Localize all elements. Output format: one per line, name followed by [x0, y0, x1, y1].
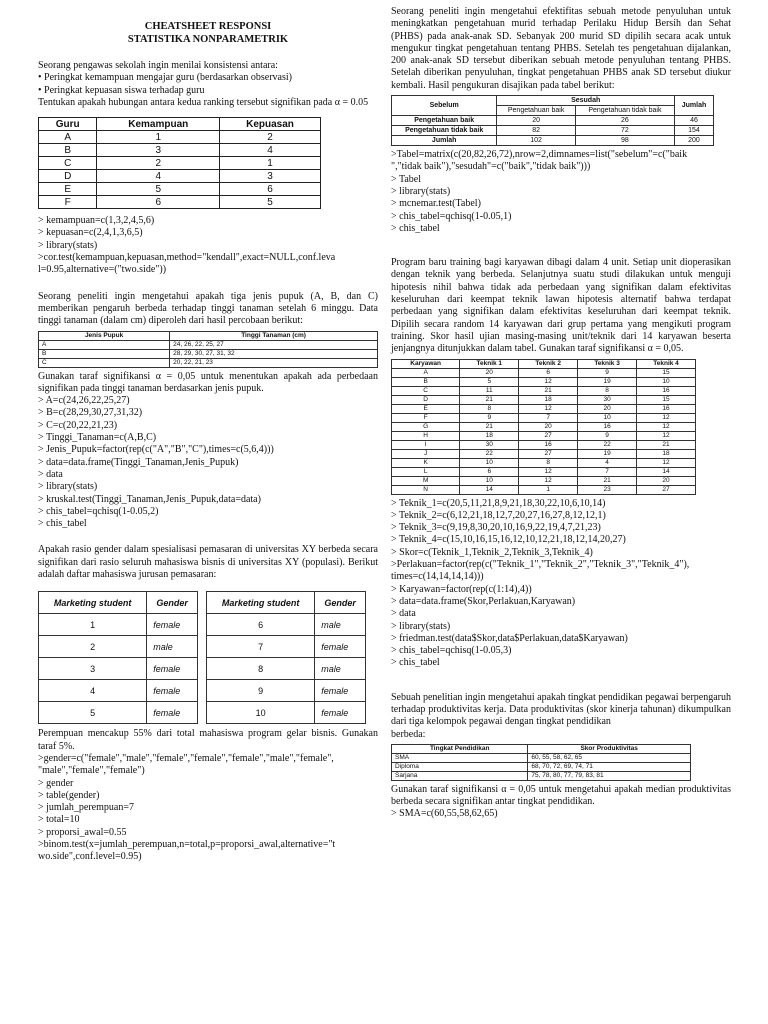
- phbs-cell: 72: [575, 126, 674, 136]
- guru-cell: 4: [220, 144, 321, 157]
- code-line: > Teknik_1=c(20,5,11,21,8,9,21,18,30,22,10,6,10,14): [391, 497, 606, 509]
- karyawan-cell: 27: [519, 449, 578, 458]
- pendidikan-cell: Diploma: [392, 762, 528, 771]
- code-line: > chis_tabel: [38, 518, 87, 530]
- code-line: > Tabel: [391, 173, 422, 185]
- code-line: > data: [391, 608, 416, 620]
- marketing-row: [207, 680, 366, 702]
- guru-cell: E: [39, 183, 97, 196]
- karyawan-cell: N: [392, 485, 460, 494]
- karyawan-cell: L: [392, 467, 460, 476]
- karyawan-cell: 6: [519, 368, 578, 377]
- code-line: >gender=c("female","male","female","female","female","male","female",: [38, 752, 334, 764]
- karyawan-cell: 16: [637, 386, 696, 395]
- karyawan-cell: 20: [519, 422, 578, 431]
- guru-cell: 2: [220, 131, 321, 144]
- code-line: > kepuasan=c(2,4,1,3,6,5): [38, 227, 143, 239]
- section1-code: [38, 215, 378, 276]
- guru-cell: 1: [220, 157, 321, 170]
- karyawan-cell: 22: [578, 440, 637, 449]
- phbs-cell: 26: [575, 116, 674, 126]
- karyawan-row: [392, 431, 696, 440]
- karyawan-cell: 12: [519, 377, 578, 386]
- code-line: > mcnemar.test(Tabel): [391, 198, 481, 210]
- karyawan-row: [392, 440, 696, 449]
- phbs-cell: 102: [497, 136, 575, 146]
- guru-table: [38, 117, 321, 209]
- pupuk-row: [39, 340, 378, 349]
- phbs-cell: 46: [674, 116, 713, 126]
- karyawan-cell: 9: [578, 368, 637, 377]
- code-line: >cor.test(kemampuan,kepuasan,method="kendall",exact=NULL,conf.leva: [38, 252, 336, 264]
- karyawan-cell: 22: [460, 449, 519, 458]
- guru-row: [39, 170, 321, 183]
- code-line: times=c(14,14,14,14))): [391, 571, 484, 583]
- pendidikan-row: [392, 762, 691, 771]
- phbs-cell: Pengetahuan tidak baik: [392, 126, 497, 136]
- guru-cell: 3: [97, 144, 220, 157]
- marketing-cell: 2: [39, 636, 147, 658]
- phbs-row: [392, 116, 714, 126]
- code-line: > A=c(24,26,22,25,27): [38, 395, 130, 407]
- section4-intro: Seorang peneliti ingin mengetahui efektifitas sebuah metode penyuluhan untuk meningkatkan pengetahuan murid terhadap Perilaku Hidup Bersih dan Sehat (PHBS) pada anak-anak SD. Sebanyak 200 murid SD dipilih secara acak untuk mengukur tingkat pengetahuan tentang PHBS. Setelah tes pengetahuan dijalankan, 200 anak-anak SD tersebut diberikan sebuah metode penyuluhan tentang PHBS. Setelah diberikan penyuluhan, tingkat pengetahuan PHBS anak SD tersebut diukur kembali. Hasil pengukuran disajikan pada tabel berikut:: [391, 6, 731, 91]
- code-line: > Skor=c(Teknik_1,Teknik_2,Teknik_3,Teknik_4): [391, 546, 593, 558]
- karyawan-cell: 12: [637, 431, 696, 440]
- marketing-cell: 3: [39, 658, 147, 680]
- guru-cell: 4: [97, 170, 220, 183]
- marketing-row: [207, 658, 366, 680]
- code-line: > kruskal.test(Tinggi_Tanaman,Jenis_Pupuk,data=data): [38, 493, 261, 505]
- section5-intro: Program baru training bagi karyawan dibagi dalam 4 unit. Setiap unit dioperasikan dengan teknik yang berbeda. Selanjutnya suatu studi dilakukan untuk menguji hipotesis nihil bahwa tidak ada perbedaan yang signifikan dalam efektivitas keseluruhan dari keempat teknik lawan hipotesis alternatif bahwa terdapat perbedaan yang signifikan dalam efektivitas keseluruhan dari keempat teknik. Dipilih secara random 14 karyawan dari grup pertama yang mengikuti program training. Skor hasil ujian masing-masing unit/teknik dari 14 karyawan beserta jenjangnya ditunjukkan dalam tabel. Gunakan taraf signifikansi α = 0,05.: [391, 257, 731, 355]
- karyawan-cell: I: [392, 440, 460, 449]
- marketing-tables: [38, 591, 378, 724]
- phbs-header-sesudah: Sesudah: [497, 96, 675, 106]
- code-line: >Tabel=matrix(c(20,82,26,72),nrow=2,dimnames=list("sebelum"=c("baik: [391, 149, 688, 161]
- code-line: > Teknik_3=c(9,19,8,30,20,10,16,9,22,19,4,7,21,23): [391, 522, 601, 534]
- karyawan-header: Teknik 4: [637, 359, 696, 368]
- karyawan-cell: 12: [519, 476, 578, 485]
- section2-code: [38, 395, 378, 530]
- code-line: > data=data.frame(Tinggi_Tanaman,Jenis_Pupuk): [38, 456, 239, 468]
- section6-intro-cont: berbeda:: [391, 728, 426, 740]
- karyawan-cell: G: [392, 422, 460, 431]
- karyawan-cell: B: [392, 377, 460, 386]
- marketing-row: [39, 702, 198, 724]
- phbs-cell: Pengetahuan baik: [392, 116, 497, 126]
- marketing-header: Gender: [147, 592, 198, 614]
- karyawan-cell: 6: [460, 467, 519, 476]
- karyawan-cell: 12: [637, 458, 696, 467]
- section6-code: [391, 808, 731, 820]
- marketing-header: Marketing student: [39, 592, 147, 614]
- karyawan-cell: 10: [460, 458, 519, 467]
- karyawan-cell: 10: [637, 377, 696, 386]
- marketing-cell: 1: [39, 614, 147, 636]
- karyawan-row: [392, 386, 696, 395]
- code-line: > chis_tabel=qchisq(1-0.05,3): [391, 645, 512, 657]
- section6-task: Gunakan taraf signifikansi α = 0,05 untuk mengetahui apakah median produktivitas berbeda secara signifikan antar tingkat pendidikan.: [391, 783, 731, 808]
- guru-cell: 5: [97, 183, 220, 196]
- code-line: l=0.95,alternative=("two.side")): [38, 264, 167, 276]
- code-line: > data=data.frame(Skor,Perlakuan,Karyawan): [391, 595, 576, 607]
- code-line: > library(stats): [391, 620, 451, 632]
- code-line: > table(gender): [38, 789, 100, 801]
- marketing-cell: female: [147, 702, 198, 724]
- pupuk-cell: 28, 29, 30, 27, 31, 32: [170, 349, 378, 358]
- pupuk-cell: 24, 26, 22, 25, 27: [170, 340, 378, 349]
- karyawan-cell: 14: [637, 467, 696, 476]
- phbs-header-sebelum: Sebelum: [392, 96, 497, 116]
- pupuk-table: [38, 331, 378, 368]
- marketing-row: [207, 636, 366, 658]
- section3-intro: Apakah rasio gender dalam spesialisasi pemasaran di universitas XY berbeda secara signifikan dari rasio seluruh mahasiswa bisnis di universitas XY (populasi). Berikut adalah daftar mahasiswa jurusan pemasaran:: [38, 544, 378, 581]
- code-line: >binom.test(x=jumlah_perempuan,n=total,p=proporsi_awal,alternative="t: [38, 838, 336, 850]
- section6-intro: Sebuah penelitian ingin mengetahui apakah tingkat pendidikan pegawai berpengaruh terhadap produktivitas kerja. Data produktivitas (skor kinerja tahunan) dikumpulkan dari tiga kelompok pegawai dengan tingkat pendidikan: [391, 691, 731, 728]
- karyawan-header: Karyawan: [392, 359, 460, 368]
- karyawan-row: [392, 395, 696, 404]
- marketing-header: Marketing student: [207, 592, 315, 614]
- marketing-table-right: [206, 591, 366, 724]
- karyawan-row: [392, 422, 696, 431]
- karyawan-cell: 12: [519, 404, 578, 413]
- pendidikan-header: Tingkat Pendidikan: [392, 744, 528, 753]
- karyawan-row: [392, 368, 696, 377]
- guru-cell: D: [39, 170, 97, 183]
- code-line: > Teknik_2=c(6,12,21,18,12,7,20,27,16,27,8,12,12,1): [391, 509, 606, 521]
- karyawan-row: [392, 413, 696, 422]
- section1-bullet-1: • Peringkat kemampuan mengajar guru (berdasarkan observasi): [38, 72, 292, 84]
- guru-cell: 3: [220, 170, 321, 183]
- guru-cell: C: [39, 157, 97, 170]
- pupuk-header: Tinggi Tanaman (cm): [170, 331, 378, 340]
- code-line: > jumlah_perempuan=7: [38, 802, 134, 814]
- phbs-cell: 98: [575, 136, 674, 146]
- code-line: > chis_tabel: [391, 657, 440, 669]
- karyawan-cell: 16: [519, 440, 578, 449]
- section1-intro: Seorang pengawas sekolah ingin menilai konsistensi antara:: [38, 60, 278, 71]
- pendidikan-cell: 68, 70, 72, 69, 74, 71: [528, 762, 691, 771]
- guru-row: [39, 196, 321, 209]
- karyawan-cell: 21: [519, 386, 578, 395]
- karyawan-cell: 16: [637, 404, 696, 413]
- karyawan-cell: 15: [637, 395, 696, 404]
- marketing-row: [39, 658, 198, 680]
- karyawan-cell: K: [392, 458, 460, 467]
- karyawan-cell: 30: [578, 395, 637, 404]
- code-line: > Karyawan=factor(rep(c(1:14),4)): [391, 583, 532, 595]
- pendidikan-table: [391, 744, 691, 781]
- karyawan-cell: C: [392, 386, 460, 395]
- karyawan-cell: 12: [519, 467, 578, 476]
- marketing-cell: 9: [207, 680, 315, 702]
- code-line: > SMA=c(60,55,58,62,65): [391, 808, 498, 820]
- karyawan-cell: 16: [578, 422, 637, 431]
- karyawan-cell: 4: [578, 458, 637, 467]
- karyawan-cell: 21: [578, 476, 637, 485]
- karyawan-cell: 14: [460, 485, 519, 494]
- section5-code: [391, 498, 731, 670]
- karyawan-cell: 11: [460, 386, 519, 395]
- code-line: > kemampuan=c(1,3,2,4,5,6): [38, 215, 155, 227]
- guru-cell: F: [39, 196, 97, 209]
- section2-intro: Seorang peneliti ingin mengetahui apakah tiga jenis pupuk (A, B, dan C) memberikan pengaruh berbeda terhadap tinggi tanaman setelah 6 minggu. Data tinggi tanaman (dalam cm) diperoleh dari hasil percobaan berikut:: [38, 290, 378, 327]
- phbs-header-tidak-baik: Pengetahuan tidak baik: [575, 106, 674, 116]
- marketing-row: [207, 702, 366, 724]
- pendidikan-row: [392, 753, 691, 762]
- karyawan-cell: M: [392, 476, 460, 485]
- section2-task: Gunakan taraf signifikansi α = 0,05 untuk menentukan apakah ada perbedaan signifikan pada tinggi tanaman berdasarkan jenis pupuk.: [38, 370, 378, 394]
- right-column: [391, 6, 731, 821]
- marketing-row: [39, 680, 198, 702]
- phbs-cell: 20: [497, 116, 575, 126]
- guru-cell: A: [39, 131, 97, 144]
- code-line: > proporsi_awal=0.55: [38, 826, 127, 838]
- phbs-table: [391, 95, 714, 146]
- pendidikan-cell: SMA: [392, 753, 528, 762]
- pupuk-row: [39, 358, 378, 367]
- karyawan-cell: H: [392, 431, 460, 440]
- karyawan-cell: 27: [637, 485, 696, 494]
- section1-bullet-2: • Peringkat kepuasan siswa terhadap guru: [38, 84, 205, 96]
- guru-header: Kepuasan: [220, 118, 321, 131]
- code-line: wo.side",conf.level=0.95): [38, 851, 142, 863]
- code-line: > data: [38, 468, 63, 480]
- guru-row: [39, 131, 321, 144]
- karyawan-header: Teknik 2: [519, 359, 578, 368]
- karyawan-cell: 19: [578, 449, 637, 458]
- pendidikan-row: [392, 771, 691, 780]
- code-line: > library(stats): [391, 185, 451, 197]
- karyawan-cell: 9: [460, 413, 519, 422]
- karyawan-cell: 18: [519, 395, 578, 404]
- karyawan-cell: 20: [460, 368, 519, 377]
- phbs-cell: 154: [674, 126, 713, 136]
- code-line: > chis_tabel: [391, 222, 440, 234]
- marketing-cell: male: [147, 636, 198, 658]
- karyawan-cell: D: [392, 395, 460, 404]
- code-line: >Perlakuan=factor(rep(c("Teknik_1","Teknik_2","Teknik_3","Teknik_4"),: [391, 559, 690, 571]
- karyawan-row: [392, 377, 696, 386]
- karyawan-cell: 8: [460, 404, 519, 413]
- code-line: > chis_tabel=qchisq(1-0.05,1): [391, 210, 512, 222]
- marketing-cell: 4: [39, 680, 147, 702]
- guru-cell: 5: [220, 196, 321, 209]
- karyawan-row: [392, 467, 696, 476]
- code-line: "male","female","female"): [38, 765, 145, 777]
- karyawan-row: [392, 485, 696, 494]
- phbs-header-baik: Pengetahuan baik: [497, 106, 575, 116]
- karyawan-header: Teknik 3: [578, 359, 637, 368]
- guru-row: [39, 157, 321, 170]
- karyawan-header: Teknik 1: [460, 359, 519, 368]
- karyawan-cell: 23: [578, 485, 637, 494]
- marketing-row: [39, 636, 198, 658]
- code-line: > Tinggi_Tanaman=c(A,B,C): [38, 432, 157, 444]
- karyawan-cell: 12: [637, 422, 696, 431]
- marketing-cell: 6: [207, 614, 315, 636]
- left-column: [38, 20, 378, 864]
- marketing-cell: female: [147, 680, 198, 702]
- karyawan-cell: 9: [578, 431, 637, 440]
- code-line: > total=10: [38, 814, 80, 826]
- marketing-cell: male: [315, 658, 366, 680]
- karyawan-cell: 21: [460, 422, 519, 431]
- karyawan-cell: E: [392, 404, 460, 413]
- karyawan-cell: 8: [519, 458, 578, 467]
- guru-cell: B: [39, 144, 97, 157]
- section3-task: Perempuan mencakup 55% dari total mahasiswa program gelar bisnis. Gunakan taraf 5%.: [38, 728, 378, 752]
- code-line: ","tidak baik"),"sesudah"=c("baik","tidak baik"))): [391, 161, 591, 173]
- phbs-header-jumlah: Jumlah: [674, 96, 713, 116]
- pupuk-cell: A: [39, 340, 170, 349]
- karyawan-cell: 20: [637, 476, 696, 485]
- karyawan-cell: 20: [578, 404, 637, 413]
- phbs-row: [392, 136, 714, 146]
- karyawan-row: [392, 458, 696, 467]
- karyawan-cell: A: [392, 368, 460, 377]
- karyawan-row: [392, 449, 696, 458]
- karyawan-cell: 10: [578, 413, 637, 422]
- marketing-cell: 8: [207, 658, 315, 680]
- karyawan-cell: 21: [460, 395, 519, 404]
- section4-code: [391, 149, 731, 235]
- marketing-cell: 10: [207, 702, 315, 724]
- karyawan-cell: F: [392, 413, 460, 422]
- guru-header: Guru: [39, 118, 97, 131]
- pendidikan-cell: Sarjana: [392, 771, 528, 780]
- phbs-row: [392, 126, 714, 136]
- pendidikan-cell: 60, 55, 58, 62, 65: [528, 753, 691, 762]
- code-line: > friedman.test(data$Skor,data$Perlakuan,data$Karyawan): [391, 632, 628, 644]
- marketing-cell: female: [315, 702, 366, 724]
- karyawan-cell: 18: [460, 431, 519, 440]
- pendidikan-header: Skor Produktivitas: [528, 744, 691, 753]
- karyawan-cell: 12: [637, 413, 696, 422]
- pupuk-cell: C: [39, 358, 170, 367]
- guru-row: [39, 183, 321, 196]
- marketing-cell: female: [315, 680, 366, 702]
- code-line: > gender: [38, 777, 74, 789]
- code-line: > Teknik_4=c(15,10,16,15,16,12,10,12,21,18,12,14,20,27): [391, 534, 626, 546]
- marketing-header: Gender: [315, 592, 366, 614]
- page-title: CHEATSHEET RESPONSI STATISTIKA NONPARAMETRIK: [127, 21, 289, 45]
- karyawan-cell: 1: [519, 485, 578, 494]
- karyawan-cell: 8: [578, 386, 637, 395]
- pendidikan-cell: 75, 78, 80, 77, 79, 83, 81: [528, 771, 691, 780]
- guru-cell: 6: [220, 183, 321, 196]
- marketing-table-left: [38, 591, 198, 724]
- karyawan-cell: 7: [519, 413, 578, 422]
- marketing-cell: female: [147, 658, 198, 680]
- karyawan-cell: 19: [578, 377, 637, 386]
- marketing-row: [207, 614, 366, 636]
- karyawan-cell: 18: [637, 449, 696, 458]
- phbs-cell: 200: [674, 136, 713, 146]
- section1-task: Tentukan apakah hubungan antara kedua ranking tersebut signifikan pada α = 0.05: [38, 96, 369, 108]
- code-line: > chis_tabel=qchisq(1-0.05,2): [38, 505, 159, 517]
- guru-cell: 1: [97, 131, 220, 144]
- code-line: > library(stats): [38, 239, 98, 251]
- marketing-row: [39, 614, 198, 636]
- karyawan-row: [392, 476, 696, 485]
- pupuk-cell: 20, 22, 21, 23: [170, 358, 378, 367]
- guru-cell: 2: [97, 157, 220, 170]
- karyawan-cell: J: [392, 449, 460, 458]
- pupuk-header: Jenis Pupuk: [39, 331, 170, 340]
- marketing-cell: 5: [39, 702, 147, 724]
- marketing-cell: male: [315, 614, 366, 636]
- guru-cell: 6: [97, 196, 220, 209]
- pupuk-row: [39, 349, 378, 358]
- karyawan-cell: 5: [460, 377, 519, 386]
- phbs-cell: Jumlah: [392, 136, 497, 146]
- code-line: > C=c(20,22,21,23): [38, 419, 118, 431]
- guru-header: Kemampuan: [97, 118, 220, 131]
- code-line: > Jenis_Pupuk=factor(rep(c("A","B","C"),times=c(5,6,4))): [38, 444, 274, 456]
- karyawan-cell: 7: [578, 467, 637, 476]
- marketing-cell: 7: [207, 636, 315, 658]
- section3-code: [38, 753, 378, 864]
- karyawan-cell: 27: [519, 431, 578, 440]
- code-line: > B=c(28,29,30,27,31,32): [38, 407, 143, 419]
- karyawan-cell: 15: [637, 368, 696, 377]
- karyawan-row: [392, 404, 696, 413]
- pupuk-cell: B: [39, 349, 170, 358]
- marketing-cell: female: [315, 636, 366, 658]
- guru-row: [39, 144, 321, 157]
- karyawan-cell: 21: [637, 440, 696, 449]
- code-line: > library(stats): [38, 481, 98, 493]
- marketing-cell: female: [147, 614, 198, 636]
- karyawan-table: [391, 359, 696, 495]
- karyawan-cell: 30: [460, 440, 519, 449]
- karyawan-cell: 10: [460, 476, 519, 485]
- phbs-cell: 82: [497, 126, 575, 136]
